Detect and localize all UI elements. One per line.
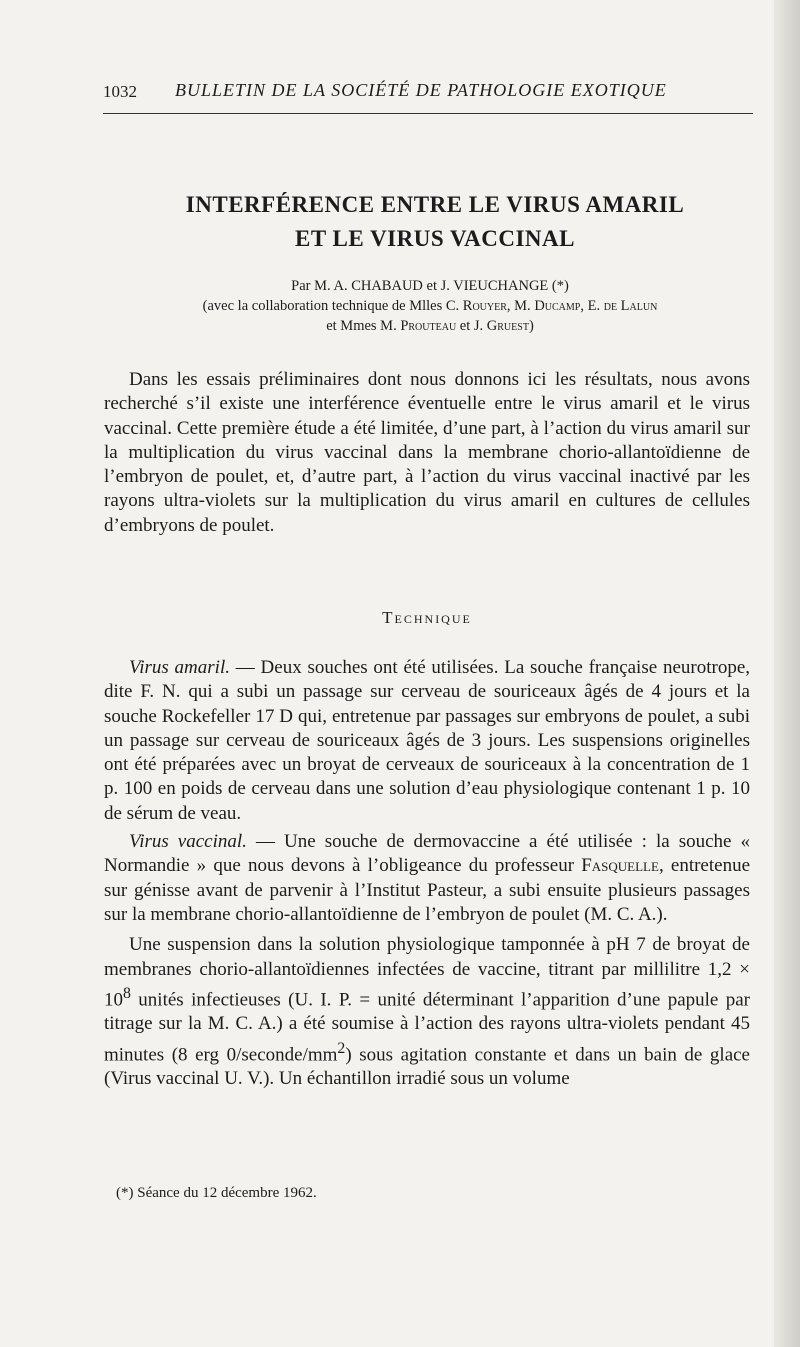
para-virus-amaril bbox=[104, 656, 750, 826]
para-virus-vaccinal bbox=[104, 830, 750, 927]
virus-vaccinal-text-a: — Une souche de dermovaccine a été utilisée : la souche « Normandie » que nous devons à l’obligeance du professeur bbox=[104, 831, 751, 877]
technique-section bbox=[104, 656, 750, 1092]
footnote: (*) Séance du 12 décembre 1962. bbox=[116, 1185, 317, 1201]
suspension-exponent-1: 8 bbox=[123, 984, 131, 1002]
intro-paragraph: Dans les essais préliminaires dont nous donnons ici les résultats, nous avons recherché s’il existe une interférence éventuelle entre le virus amaril et le virus vaccinal. Cette première étude a été limitée, d’une part, à l’action du virus amaril sur la multiplication du virus vaccinal dans la membrane chorio-allantoïdienne de l’embryon de poulet, et, d’autre part, à l’action du virus vaccinal inactivé par les rayons ultra-violets sur la multiplication du virus amaril en cultures de cellules d’embryons de poulet. bbox=[104, 369, 750, 536]
running-head bbox=[103, 80, 753, 110]
byline-separator: , E. bbox=[580, 298, 601, 314]
collaborator-name: Prouteau bbox=[400, 318, 457, 334]
byline-collaborators-line-1 bbox=[110, 296, 750, 316]
title-line-1: INTERFÉRENCE ENTRE LE VIRUS AMARIL bbox=[185, 192, 685, 217]
suspension-text-b: unités infectieuses (U. I. P. = unité déterminant l’apparition d’une papule par titrage sur la M. C. A.) a été soumise à l’action des rayons ultra-violets pendant 45 minutes (8 erg 0/seconde/mm bbox=[104, 989, 750, 1066]
byline-prefix: (avec la collaboration technique de Mlles C. bbox=[202, 298, 460, 314]
byline-separator: et J. bbox=[456, 318, 484, 334]
header-rule bbox=[103, 113, 753, 114]
article-title bbox=[110, 188, 760, 256]
suspension-text-c: ) sous agitation constante et dans un bain de glace (Virus vaccinal U. V.). Un échantillon irradié sous un volume bbox=[104, 1044, 750, 1090]
virus-amaril-label: Virus amaril. bbox=[129, 657, 230, 678]
suspension-exponent-2: 2 bbox=[337, 1039, 346, 1057]
byline-prefix: et Mmes M. bbox=[326, 318, 397, 334]
virus-amaril-text: — Deux souches ont été utilisées. La souche française neurotrope, dite F. N. qui a subi un passage sur cerveau de souriceaux âgés de 4 jours et la souche Rockefeller 17 D qui, entretenue par passages sur embryons de poulet, a subi un passage sur cerveau de souriceaux âgés de 3 jours. Les suspensions originelles ont été préparées avec un broyat de cerveaux de souriceaux à la concentration de 1 p. 100 en poids de cerveau dans une solution d’eau physiologique contenant 1 p. 10 de sérum de veau. bbox=[104, 657, 750, 824]
collaborator-name: de Lalun bbox=[603, 298, 658, 314]
section-heading: Technique bbox=[382, 608, 472, 627]
virus-vaccinal-name: Fasquelle bbox=[581, 855, 659, 877]
byline-authors: Par M. A. CHABAUD et J. VIEUCHANGE (*) bbox=[291, 278, 569, 294]
byline bbox=[110, 276, 750, 336]
virus-vaccinal-text-b: , entretenue sur génisse avant de parvenir à l’Institut Pasteur, a subi ensuite plusieurs passages sur la membrane chorio-allantoïdienne de l’embryon de poulet (M. C. A.). bbox=[104, 855, 750, 925]
page-edge-shadow bbox=[774, 0, 800, 1347]
page-number: 1032 bbox=[103, 82, 137, 101]
journal-title: BULLETIN DE LA SOCIÉTÉ DE PATHOLOGIE EXOTIQUE bbox=[175, 80, 667, 100]
intro-section bbox=[104, 368, 750, 538]
para-suspension bbox=[104, 933, 750, 1091]
title-line-2: ET LE VIRUS VACCINAL bbox=[295, 226, 575, 251]
collaborator-name: Ducamp bbox=[534, 298, 581, 314]
byline-separator: , M. bbox=[506, 298, 531, 314]
byline-separator: ) bbox=[528, 318, 534, 334]
suspension-text-a: Une suspension dans la solution physiologique tamponnée à pH 7 de broyat de membranes chorio-allantoïdiennes infectées de vaccine, titrant par millilitre 1,2 × 10 bbox=[104, 934, 750, 1011]
collaborator-name: Gruest bbox=[486, 318, 529, 334]
byline-collaborators-line-2 bbox=[110, 316, 750, 336]
virus-vaccinal-label: Virus vaccinal. bbox=[129, 831, 247, 853]
collaborator-name: Rouyer bbox=[462, 298, 507, 314]
